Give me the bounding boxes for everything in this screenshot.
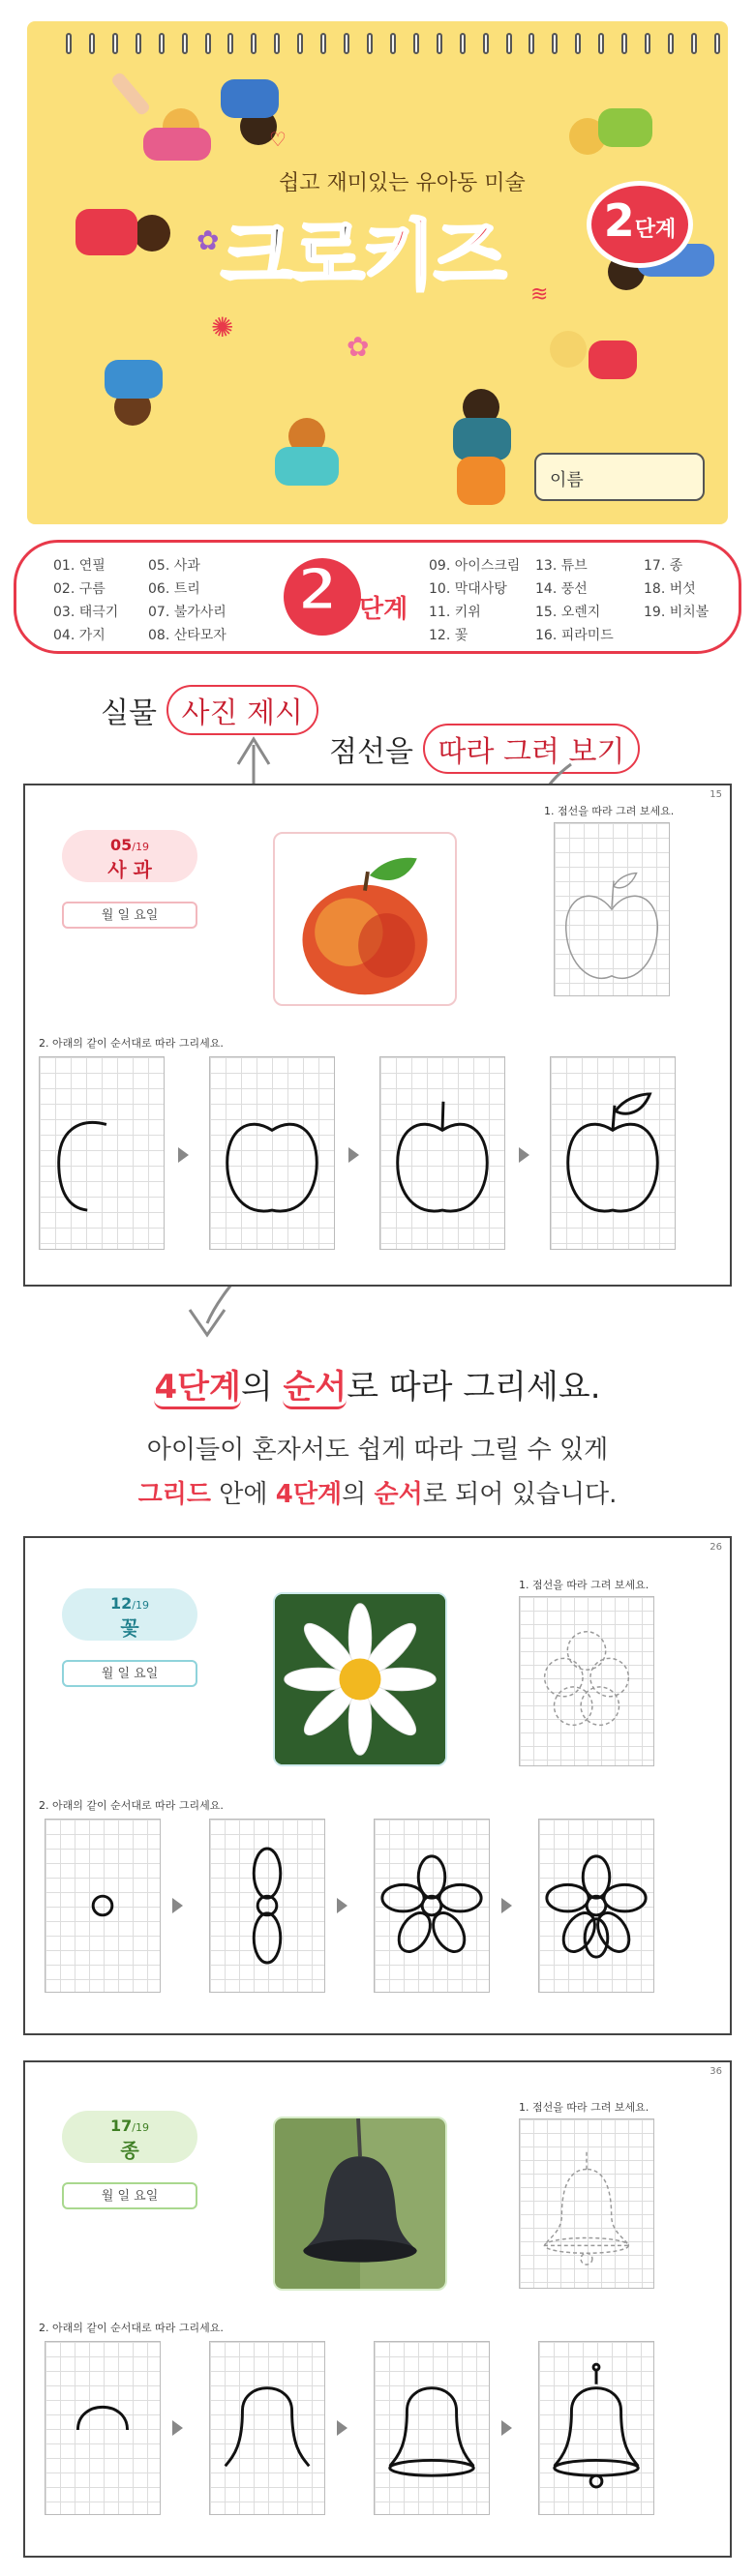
step-grid-3 — [374, 2341, 490, 2515]
callout-photo — [101, 685, 318, 735]
title-part-2: 키즈 — [362, 213, 505, 300]
contents-column-5 — [644, 554, 709, 624]
list-item: 19. 비치볼 — [644, 605, 710, 620]
level-label: 단계 — [634, 218, 677, 242]
apple-photo — [273, 832, 457, 1006]
headline — [0, 1360, 755, 1407]
list-item: 12. 꽃 — [429, 628, 468, 643]
step-arrow-icon — [337, 2420, 347, 2436]
step-arrow-icon — [519, 1147, 529, 1163]
list-item: 07. 불가사리 — [148, 605, 226, 620]
step-grid-3 — [374, 1819, 490, 1993]
sub-red: 4단계 — [275, 1480, 343, 1509]
name-field: 이름 — [534, 453, 705, 501]
list-item: 04. 가지 — [53, 628, 106, 643]
instruction-2: 2. 아래의 같이 순서대로 따라 그리세요. — [39, 2322, 224, 2334]
callout-highlight: 따라 그려 보기 — [423, 724, 641, 774]
step-arrow-icon — [501, 1898, 512, 1913]
level-label: 단계 — [359, 595, 408, 624]
callout-text: 점선을 — [329, 735, 413, 769]
lesson-total: /19 — [132, 2121, 149, 2134]
title-part-1: 크로 — [221, 213, 363, 300]
list-item: 16. 피라미드 — [535, 628, 614, 643]
page-number: 36 — [710, 2066, 722, 2077]
lesson-total: /19 — [132, 1599, 149, 1612]
lesson-number: 12 — [110, 1594, 133, 1613]
list-item: 18. 버섯 — [644, 581, 696, 597]
date-field: 월 일 요일 — [62, 2182, 197, 2209]
level-number: 2 — [603, 194, 635, 247]
lesson-number: 17 — [110, 2117, 133, 2135]
step-grid-3 — [379, 1056, 505, 1250]
flower-drawing: ✿ — [196, 224, 220, 256]
spiral-binding — [66, 33, 728, 54]
lesson-title: 꽃 — [120, 1616, 139, 1640]
worksheet-page — [23, 1536, 732, 2035]
lesson-card — [62, 830, 197, 882]
sub-text: 의 — [342, 1480, 375, 1509]
contents-column-2 — [148, 554, 226, 647]
level-number: 2 — [297, 556, 338, 624]
list-item: 06. 트리 — [148, 581, 200, 597]
worksheet-page — [23, 784, 732, 1287]
lesson-title: 사 과 — [107, 858, 152, 881]
level-badge — [278, 552, 423, 641]
sub-headline-2 — [0, 1474, 755, 1510]
list-item: 08. 산타모자 — [148, 628, 226, 643]
contents-column-4 — [535, 554, 614, 647]
sub-red: 그리드 — [137, 1480, 212, 1509]
lesson-title: 종 — [120, 2139, 139, 2162]
step-grid-1 — [45, 2341, 161, 2515]
scribble-drawing: ≋ — [530, 282, 549, 307]
daisy-photo — [273, 1592, 447, 1766]
contents-column-1 — [53, 554, 118, 647]
callout-text: 실물 — [101, 696, 157, 730]
kid-illustration — [66, 341, 201, 457]
trace-grid — [519, 2118, 654, 2289]
page-number: 26 — [710, 1542, 722, 1553]
sub-red: 순서 — [374, 1480, 423, 1509]
step-grid-4 — [550, 1056, 676, 1250]
list-item: 03. 태극기 — [53, 605, 119, 620]
step-arrow-icon — [501, 2420, 512, 2436]
date-field: 월 일 요일 — [62, 1660, 197, 1687]
step-grid-2 — [209, 2341, 325, 2515]
step-arrow-icon — [172, 1898, 183, 1913]
callout-trace — [329, 724, 640, 774]
sub-text: 로 되어 있습니다. — [422, 1480, 618, 1509]
step-grid-1 — [45, 1819, 161, 1993]
lesson-card — [62, 1588, 197, 1641]
headline-text: 의 — [240, 1368, 284, 1406]
step-grid-1 — [39, 1056, 165, 1250]
kid-illustration — [530, 311, 685, 428]
list-item: 11. 키위 — [429, 605, 481, 620]
headline-text: 로 따라 그리세요. — [347, 1368, 601, 1406]
headline-red: 4단계 — [154, 1368, 240, 1409]
level-badge — [587, 181, 693, 268]
instruction-2: 2. 아래의 같이 순서대로 따라 그리세요. — [39, 1037, 224, 1050]
lesson-total: /19 — [132, 841, 149, 853]
callout-highlight: 사진 제시 — [166, 685, 318, 735]
step-arrow-icon — [337, 1898, 347, 1913]
list-item: 10. 막대사탕 — [429, 581, 507, 597]
trace-grid — [519, 1596, 654, 1766]
contents-column-3 — [429, 554, 520, 647]
step-arrow-icon — [348, 1147, 359, 1163]
cover-subtitle: 쉽고 재미있는 유아동 미술 — [279, 171, 526, 195]
table-of-contents — [14, 540, 741, 654]
kid-illustration — [250, 389, 366, 515]
step-grid-2 — [209, 1056, 335, 1250]
kid-illustration — [201, 60, 317, 166]
step-grid-2 — [209, 1819, 325, 1993]
kid-illustration — [530, 79, 666, 186]
sub-text: 안에 — [211, 1480, 276, 1509]
step-grid-4 — [538, 1819, 654, 1993]
list-item: 15. 오렌지 — [535, 605, 601, 620]
heart-drawing: ♡ — [269, 128, 287, 151]
cover-title — [221, 195, 504, 304]
step-grid-4 — [538, 2341, 654, 2515]
book-cover — [27, 21, 728, 524]
date-field: 월 일 요일 — [62, 902, 197, 929]
worksheet-page — [23, 2060, 732, 2558]
list-item: 02. 구름 — [53, 581, 106, 597]
lesson-card — [62, 2111, 197, 2163]
step-arrow-icon — [172, 2420, 183, 2436]
instruction-1: 1. 점선을 따라 그려 보세요. — [519, 2101, 649, 2114]
list-item: 17. 종 — [644, 558, 683, 574]
instruction-2: 2. 아래의 같이 순서대로 따라 그리세요. — [39, 1799, 224, 1812]
sun-drawing: ✺ — [211, 311, 234, 343]
list-item: 05. 사과 — [148, 558, 200, 574]
lesson-number: 05 — [110, 836, 133, 854]
list-item: 09. 아이스크림 — [429, 558, 521, 574]
headline-red: 순서 — [283, 1368, 347, 1409]
instruction-1: 1. 점선을 따라 그려 보세요. — [544, 805, 675, 817]
bell-photo — [273, 2117, 447, 2291]
kid-illustration — [37, 186, 182, 282]
list-item: 01. 연필 — [53, 558, 106, 574]
list-item: 14. 풍선 — [535, 581, 588, 597]
flower-drawing: ✿ — [347, 331, 370, 363]
step-arrow-icon — [178, 1147, 189, 1163]
sub-headline-1: 아이들이 혼자서도 쉽게 따라 그릴 수 있게 — [146, 1436, 609, 1465]
trace-grid — [554, 822, 670, 996]
instruction-1: 1. 점선을 따라 그려 보세요. — [519, 1579, 649, 1591]
page-number: 15 — [710, 789, 722, 800]
list-item: 13. 튜브 — [535, 558, 588, 574]
